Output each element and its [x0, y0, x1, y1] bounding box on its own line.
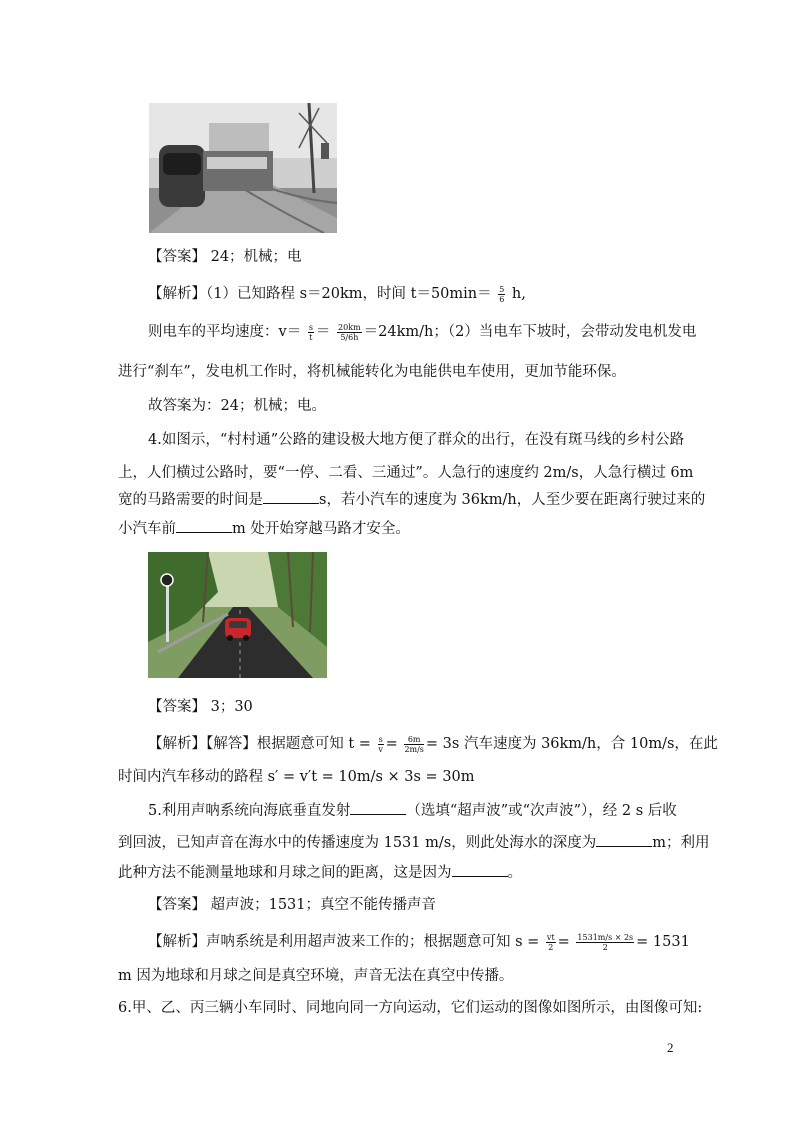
- blank-1: [263, 489, 319, 504]
- q4-line-1: 4.如图示，“村村通”公路的建设极大地方便了群众的出行，在没有斑马线的乡村公路: [148, 432, 685, 448]
- q5-line-1: 5.利用声呐系统向海底垂直发射 （选填“超声波”或“次声波”），经 2 s 后收: [148, 800, 677, 821]
- q5-line-3: 此种方法不能测量地球和月球之间的距离，这是因为 。: [118, 862, 522, 883]
- q5-answer: 【答案】 超声波；1531；真空不能传播声音: [148, 897, 437, 913]
- fraction-s-t: $\frac{s}{t}$: [308, 322, 313, 342]
- q3-analysis-3: 进行“刹车”，发电机工作时，将机械能转化为电能供电车使用，更加节能环保。: [118, 364, 626, 380]
- q3-analysis-4: 故答案为：24；机械；电。: [148, 398, 326, 414]
- fraction-s-v: $\frac{s}{v}$: [378, 734, 383, 754]
- q4-line-3: 宽的马路需要的时间是 s，若小汽车的速度为 36km/h，人至少要在距离行驶过来的: [118, 489, 705, 510]
- q4-line-4: 小汽车前 m 处开始穿越马路才安全。: [118, 518, 410, 539]
- blank-2: [176, 518, 232, 533]
- blank-4: [596, 832, 652, 847]
- fraction-6m: $\frac{6m}{2m/s}$: [404, 734, 424, 754]
- fraction-20km: $\frac{20km}{5/6h}$: [338, 322, 361, 342]
- q5-analysis-2: m 因为地球和月球之间是真空环境，声音无法在真空中传播。: [118, 968, 514, 984]
- fraction-5-6: $\frac{5}{6}$: [499, 284, 505, 304]
- tram-photo: [149, 103, 337, 233]
- q5-line-2: 到回波，已知声音在海水中的传播速度为 1531 m/s，则此处海水的深度为 m；利用: [118, 832, 709, 853]
- fraction-vt-2: $\frac{vt}{2}$: [546, 932, 555, 952]
- q3-analysis-2: 则电车的平均速度：v＝ $\frac{s}{t}$ ＝ $\frac{20km}{5/6h}$ ＝24km/h；（2）当电车下坡时，会带动发电机发电: [148, 322, 697, 342]
- q4-analysis-2: 时间内汽车移动的路程 s′ = v′t = 10m/s × 3s = 30m: [118, 769, 475, 785]
- fraction-1531: $\frac{1531m/s \times 2s}{2}$: [577, 932, 634, 952]
- q4-answer: 【答案】 3；30: [148, 699, 253, 715]
- blank-5: [452, 862, 508, 877]
- page-number: 2: [667, 1040, 674, 1055]
- q4-line-2: 上，人们横过公路时，要“一停、二看、三通过”。人急行的速度约 2m/s，人急行横过 6m: [118, 465, 694, 481]
- q4-analysis-1: 【解析】【解答】根据题意可知 t = $\frac{s}{v}$ = $\frac{6m}{2m/s}$ = 3s 汽车速度为 36km/h，合 10m/s，在此: [148, 734, 718, 754]
- blank-3: [350, 800, 406, 815]
- q6-line-1: 6.甲、乙、丙三辆小车同时、同地向同一方向运动，它们运动的图像如图所示，由图像可知:: [118, 1000, 703, 1016]
- q3-answer: 【答案】 24；机械；电: [148, 249, 302, 265]
- q3-analysis-1: 【解析】（1）已知路程 s＝20km，时间 t＝50min＝ $\frac{5}{6}$ h,: [148, 284, 526, 304]
- road-photo: [148, 552, 327, 678]
- q5-analysis-1: 【解析】声呐系统是利用超声波来工作的；根据题意可知 s = $\frac{vt}{2}$ = $\frac{1531m/s \times 2s}{2}$ = 1531: [148, 932, 690, 952]
